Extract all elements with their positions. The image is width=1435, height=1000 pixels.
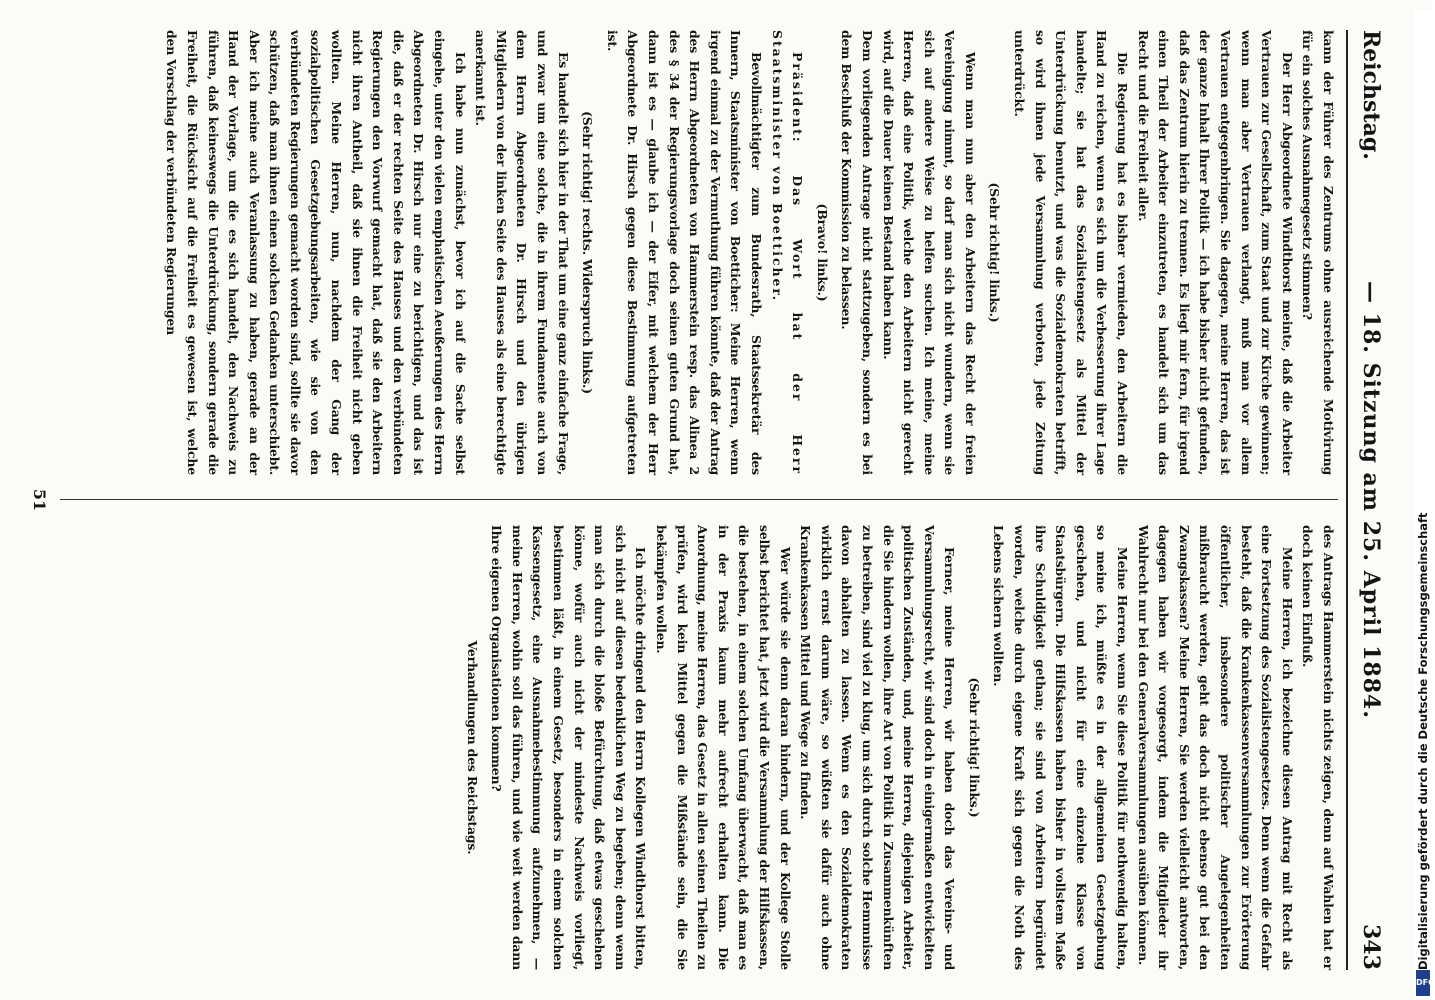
paragraph: Die Regierung hat es bisher vermieden, den Arbeitern die Hand zu reichen, wenn es sich um die Verbesserung ihrer Lage handelte; sie hat das Sozialistengesetz als Mittel der Unterdrückung benutzt, und was die Sozialdemokraten betrifft, so wird ihnen jede Versammlung verboten, jede Zeitung unterdrückt. bbox=[1012, 30, 1131, 475]
paragraph: kann der Führer des Zentrums ohne ausreichende Motivirung für ein solches Ausnahmegesetz stimmen? bbox=[1300, 30, 1336, 475]
running-header bbox=[1354, 30, 1384, 970]
right-column bbox=[60, 525, 1338, 970]
paragraph: Wer würde sie denn daran hindern, und der Kollege Stolle selbst berichtet hat, jetzt wird die Versammlung der Hilfskassen, die bestehen, in einem solchen Umfang überwacht, daß man es in der Praxis kaum mehr aufrecht erhalten kann. Die Anordnung, meine Herren, das Gesetz in allen seinen Theilen zu prüfen, wird kein Mittel gegen die Mißstände sein, die Sie bekämpfen wollen. bbox=[654, 525, 793, 970]
left-column bbox=[60, 30, 1338, 475]
interjection: (Sehr richtig! links.) bbox=[966, 677, 982, 818]
paragraph: Ich möchte dringend den Herrn Kollegen Windthorst bitten, sich nicht auf diesen bedenklichen Weg zu begeben; denn wenn man sich durch die bloße Befürchtung, daß etwas geschehen könne, wofür auch nicht der mindeste Nachweis vorliegt, bestimmen läßt, in einem Gesetz, besonders in einem solchen Kassengesetz, eine Ausnahmebestimmung aufzunehmen, — meine Herren, wohin soll das führen, und wie weit werden dann Ihre eigenen Organisationen kommen? bbox=[489, 525, 649, 970]
paragraph: Der Herr Abgeordnete Windthorst meinte, daß die Arbeiter Vertrauen zur Gesellschaft, zum Staat und zur Kirche gewinnen; wenn man aber Vertrauen verlangt, muß man vor allem Vertrauen entgegenbringen. Sie dagegen, meine Herren, das ist der ganze Inhalt Ihrer Politik — ich habe bisher nicht gefunden, daß das Zentrum hierin zu trennen. Es liegt mir fern, für irgend einen Theil der Arbeiter einzutreten, es handelt sich um das Recht und die Freiheit aller. bbox=[1135, 30, 1295, 475]
paragraph: Es handelt sich hier in der That um eine ganz einfache Frage, und zwar um eine solche, die in ihrem Fundamente auch von dem Herrn Abgeordneten Dr. Hirsch und den übrigen Mitgliedern von der linken Seite des Hauses als eine berechtigte anerkannt ist. bbox=[473, 30, 571, 475]
interjection: (Bravo! links.) bbox=[814, 203, 830, 302]
column-divider bbox=[60, 499, 1338, 500]
page-number: 51 bbox=[30, 488, 49, 512]
header-page-number: 343 bbox=[1358, 924, 1384, 970]
interjection: (Sehr richtig! links.) bbox=[987, 182, 1003, 323]
interjection: (Sehr richtig! rechts. Widerspruch links.) bbox=[580, 111, 596, 394]
header-left: Reichstag. bbox=[1358, 30, 1384, 160]
footer-credit-text: Digitalisierung gefördert durch die Deutsche Forschungsgemeinschaft bbox=[1416, 512, 1430, 970]
paragraph: Meine Herren, wenn Sie diese Politik für nothwendig halten, so meine ich, müßte es in der allgemeinen Gesetzgebung geschehen, und nicht für eine einzelne Klasse von Staatsbürgern. Die Hilfskassen haben bisher in vollstem Maße ihre Schuldigkeit gethan; sie sind von Arbeitern begründet worden, welche durch eigene Kraft sich gegen die Noth des Lebens sichern wollten. bbox=[991, 525, 1131, 970]
header-rule bbox=[1346, 30, 1348, 970]
header-title: — 18. Sitzung am 25. April 1884. bbox=[1358, 281, 1384, 719]
paragraph: Ich habe nun zunächst, bevor ich auf die Sache selbst eingehe, unter den vielen emphatischen Aeußerungen des Herrn Abgeordneten Dr. Hirsch nur eine zu berichtigen, und das ist die, daß er der rechten Seite des Hauses und den verbündeten Regierungen den Vorwurf gemacht hat, daß sie den Arbeitern nicht ihren Antheil, daß sie ihnen die Freiheit nicht geben wollten. Meine Herren, nun, nachdem der Gang der sozialpolitischen Gesetzgebungsarbeiten, wie sie von den verbündeten Regierungen gemacht worden sind, sollte sie davor schützen, daß man ihnen einen solchen Gedanken unterschiebt. Aber ich meine auch Veranlassung zu haben, gerade an der Hand der Vorlage, um die es sich handelt, den Nachweis zu führen, daß keineswegs die Unterdrückung, sondern gerade die Freiheit, die Rücksicht auf die Freiheit es gewesen ist, welche den Vorschlag der verbündeten Regierungen bbox=[164, 30, 468, 475]
paragraph: Wenn man nun aber den Arbeitern das Recht der freien Vereinigung nimmt, so darf man sich nicht wundern, wenn sie sich auf andere Weise zu helfen suchen. Ich meine, meine Herren, daß eine Politik, welche den Arbeitern nicht gerecht wird, auf die Dauer keinen Bestand haben kann. bbox=[880, 30, 978, 475]
speaker-line: Präsident: Das Wort hat der Herr Staatsminister von Boetticher. bbox=[769, 30, 806, 475]
paragraph: Meine Herren, ich bezeichne diesen Antrag mit Recht als eine Fortsetzung des Sozialistengesetzes. Denn wenn die Gefahr besteht, daß die Krankenkassenversammlungen zur Erörterung öffentlicher, insbesondere politischer Angelegenheiten mißbraucht werden, geht das doch nicht ebenso gut bei den Zwangskassen? Meine Herren, Sie werden vielleicht antworten, dagegen haben wir vorgesorgt, indem die Mitglieder ihr Wahlrecht nur bei den Generalversammlungen ausüben können. bbox=[1135, 525, 1295, 970]
paragraph: Ferner, meine Herren, wir haben doch das Vereins- und Versammlungsrecht, wir sind doch in einigermaßen entwickelten politischen Zuständen, und, meine Herren, diejenigen Arbeiter, die Sie hindern wollen, ihre Art von Politik in Zusammenkünften zu betreiben, sind viel zu klug, um sich durch solche Hemmnisse davon abhalten zu lassen. Wenn es den Sozialdemokraten wirklich ernst darum wäre, so wüßten sie dafür auch ohne Krankenkassen Mittel und Wege zu finden. bbox=[798, 525, 958, 970]
paragraph: Dem vorliegenden Antrage nicht stattzugeben, sondern es bei dem Beschluß der Kommission zu belassen. bbox=[839, 30, 875, 475]
paragraph: Bevollmächtigter zum Bundesrath, Staatssekretär des Innern, Staatsminister von Boetticher: Meine Herren, wenn irgend einmal zu der Vermuthung führen könnte, daß der Antrag des Herrn Abgeordneten von Hammerstein resp. das Alinea 2 des § 34 der Regierungsvorlage doch seinen guten Grund hat, dann ist es — glaube ich — der Eifer, mit welchem der Herr Abgeordnete Dr. Hirsch gegen diese Bestimmung aufgetreten ist. bbox=[604, 30, 764, 475]
digitization-footer bbox=[1414, 10, 1432, 998]
footer-source-note: Verhandlungen des Reichstags. bbox=[464, 640, 480, 855]
dfg-logo: DFG bbox=[1416, 970, 1430, 996]
paragraph: des Antrags Hammerstein nichts zeigen, denn auf Wahlen hat er doch keinen Einfluß. bbox=[1300, 525, 1336, 970]
